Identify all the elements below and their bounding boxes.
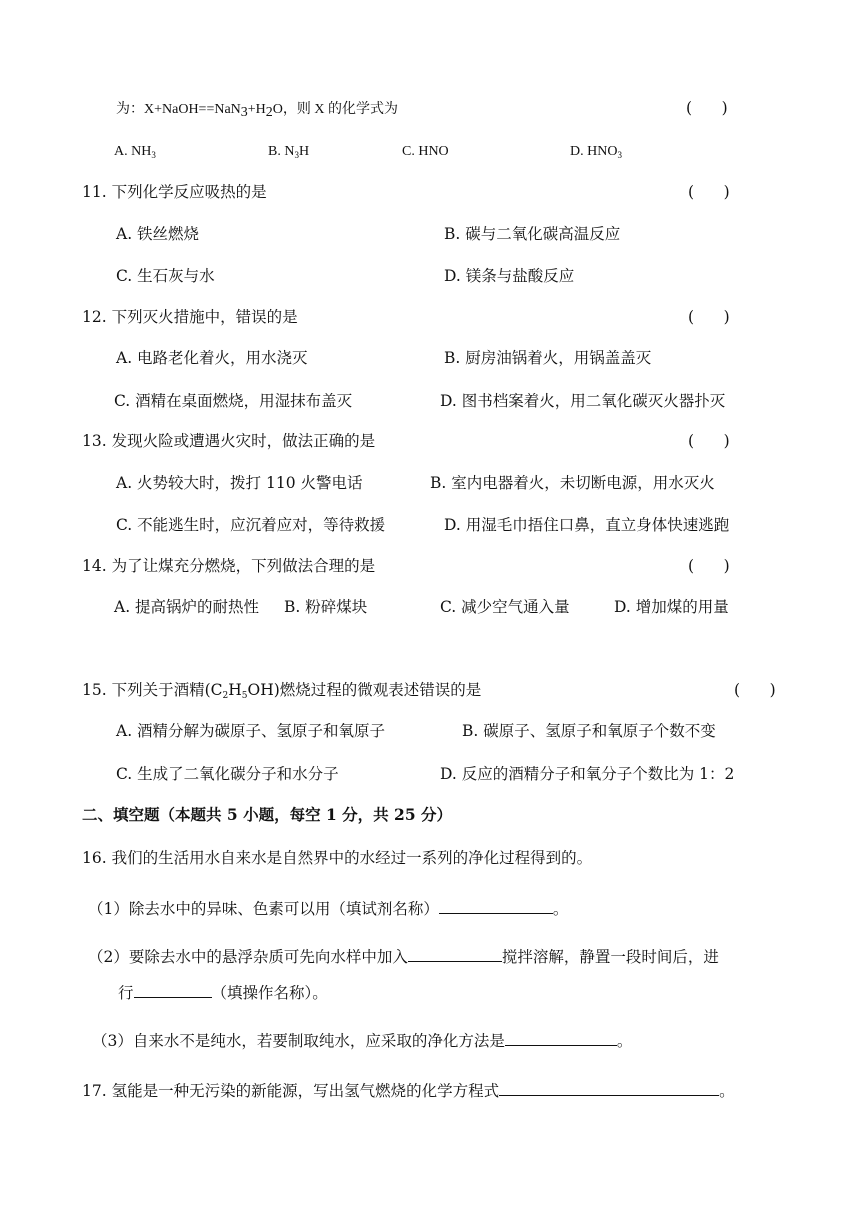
q13-option-d: D. 用湿毛巾捂住口鼻，直立身体快速逃跑 xyxy=(444,516,730,534)
q11-stem: 11. 下列化学反应吸热的是 xyxy=(82,183,267,201)
q10-option-d: D. $HNO_3$ xyxy=(570,144,622,160)
q16-part1-answer-blank[interactable] xyxy=(439,897,553,914)
q14-answer-bracket[interactable]: ( ) xyxy=(688,557,730,575)
q11-answer-bracket[interactable]: ( ) xyxy=(688,183,730,201)
q12-option-d: D. 图书档案着火，用二氧化碳灭火器扑灭 xyxy=(440,392,726,410)
q14-option-b: B. 粉碎煤块 xyxy=(284,598,368,616)
q17-stem: 17. 氢能是一种无污染的新能源，写出氢气燃烧的化学方程式 。 xyxy=(82,1079,735,1101)
q14-stem: 14. 为了让煤充分燃烧，下列做法合理的是 xyxy=(82,557,376,575)
q12-answer-bracket[interactable]: ( ) xyxy=(688,308,730,326)
q13-option-b: B. 室内电器着火，未切断电源，用水灭火 xyxy=(430,474,715,492)
q15-stem: 15. 下列关于酒精$(C_2H_5OH)$燃烧过程的微观表述错误的是 xyxy=(82,681,482,701)
q15-option-b: B. 碳原子、氢原子和氧原子个数不变 xyxy=(462,722,716,740)
q16-part1: （1）除去水中的异味、色素可以用（填试剂名称） 。 xyxy=(88,897,568,919)
section-heading-fill-in: 二、填空题（本题共 5 小题，每空 1 分，共 25 分） xyxy=(82,805,453,824)
q16-part2: （2）要除去水中的悬浮杂质可先向水样中加入 搅拌溶解，静置一段时间后，进 xyxy=(88,945,719,967)
q10-option-a: A. $NH_3$ xyxy=(114,144,156,160)
q10-option-c: C. HNO xyxy=(402,144,449,159)
q15-option-d: D. 反应的酒精分子和氧分子个数比为 1：2 xyxy=(440,765,735,783)
q10-stem: 为：$X+NaOH==NaN_3+H_2O$，则 X 的化学式为 xyxy=(116,102,399,120)
q17-equation-blank[interactable] xyxy=(499,1079,719,1096)
q14-option-c: C. 减少空气通入量 xyxy=(440,598,570,616)
q15-option-a: A. 酒精分解为碳原子、氢原子和氧原子 xyxy=(116,722,386,740)
q14-option-a: A. 提高锅炉的耐热性 xyxy=(114,598,260,616)
q11-option-d: D. 镁条与盐酸反应 xyxy=(444,267,575,285)
q16-part2-continued: 行 （填操作名称）。 xyxy=(118,981,328,1003)
q14-option-d: D. 增加煤的用量 xyxy=(614,598,729,616)
q13-stem: 13. 发现火险或遭遇火灾时，做法正确的是 xyxy=(82,432,376,450)
q13-option-a: A. 火势较大时，拨打 110 火警电话 xyxy=(116,474,363,492)
q12-stem: 12. 下列灭火措施中，错误的是 xyxy=(82,308,298,326)
q16-stem: 16. 我们的生活用水自来水是自然界中的水经过一系列的净化过程得到的。 xyxy=(82,849,593,867)
q11-option-b: B. 碳与二氧化碳高温反应 xyxy=(444,225,621,243)
q12-option-b: B. 厨房油锅着火，用锅盖盖灭 xyxy=(444,349,652,367)
q15-answer-bracket[interactable]: ( ) xyxy=(734,681,776,699)
q16-part2-reagent-blank[interactable] xyxy=(408,945,502,962)
q16-part3-answer-blank[interactable] xyxy=(505,1029,617,1046)
q15-option-c: C. 生成了二氧化碳分子和水分子 xyxy=(116,765,339,783)
q10-option-b: B. $N_3H$ xyxy=(268,144,310,160)
q16-part2-operation-blank[interactable] xyxy=(134,981,212,998)
q13-option-c: C. 不能逃生时，应沉着应对，等待救援 xyxy=(116,516,386,534)
q10-answer-bracket[interactable]: ( ) xyxy=(686,99,728,117)
q11-option-c: C. 生石灰与水 xyxy=(116,267,215,285)
q12-option-a: A. 电路老化着火，用水浇灭 xyxy=(116,349,308,367)
q16-part3: （3）自来水不是纯水，若要制取纯水，应采取的净化方法是 。 xyxy=(92,1029,632,1051)
q11-option-a: A. 铁丝燃烧 xyxy=(116,225,200,243)
q13-answer-bracket[interactable]: ( ) xyxy=(688,432,730,450)
q12-option-c: C. 酒精在桌面燃烧，用湿抹布盖灭 xyxy=(114,392,353,410)
